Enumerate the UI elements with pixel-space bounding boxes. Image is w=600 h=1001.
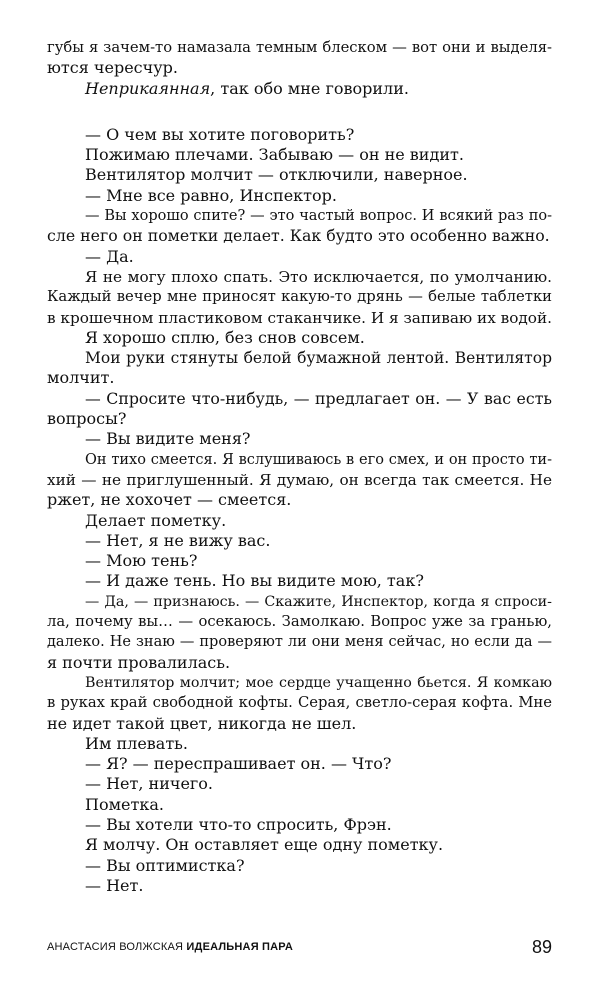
- text-line: далеко. Не знаю — проверяют ли они меня сейчас, но если да —: [47, 634, 552, 651]
- section-gap: [47, 99, 552, 125]
- page-footer: [47, 932, 552, 962]
- text-line: — Мою тень?: [85, 551, 198, 571]
- text-line: — Да, — признаюсь. — Скажите, Инспектор, когда я спроси-: [85, 593, 552, 610]
- text-line: Пожимаю плечами. Забываю — он не видит.: [85, 145, 464, 165]
- text-line: — Спросите что-нибудь, — предлагает он. — У вас есть: [85, 388, 552, 408]
- text-line: Я молчу. Он оставляет еще одну пометку.: [85, 835, 444, 855]
- text-line: Я хорошо сплю, без снов совсем.: [85, 327, 365, 347]
- text-line: Вентилятор молчит — отключили, наверное.: [85, 165, 468, 185]
- text-line: — О чем вы хотите поговорить?: [85, 124, 355, 144]
- text-line: — Нет.: [85, 875, 144, 895]
- text-line: — Я? — переспрашивает он. — Что?: [85, 754, 392, 774]
- text-line: ются чересчур.: [47, 58, 178, 78]
- page-number: 89: [531, 936, 552, 957]
- text-line: не идет такой цвет, никогда не шел.: [47, 713, 357, 733]
- text-line: вопросы?: [47, 409, 127, 429]
- text-line: — Вы оптимистка?: [85, 855, 245, 875]
- text-line: [47, 79, 552, 99]
- text-line: в руках край свободной кофты. Серая, светло-серая кофта. Мне: [47, 694, 552, 712]
- text-line: — Да.: [85, 246, 134, 266]
- text-line: молчит.: [47, 368, 115, 388]
- text-line: Им плевать.: [85, 733, 188, 753]
- text-line: — Вы видите меня?: [85, 429, 251, 449]
- body-text: [47, 38, 552, 896]
- text-line: — И даже тень. Но вы видите мою, так?: [85, 571, 424, 591]
- running-footer: [47, 941, 293, 953]
- text-line: сле него он пометки делает. Как будто это особенно важно.: [47, 226, 550, 246]
- text-line: Я не могу плохо спать. Это исключается, по умолчанию.: [85, 267, 552, 286]
- text-line: — Мне все равно, Инспектор.: [85, 185, 337, 205]
- text-fragment: , так обо мне говорили.: [210, 78, 409, 98]
- footer-book-title: ИДЕАЛЬНАЯ ПАРА: [186, 941, 294, 953]
- italic-word: Неприкаянная: [85, 78, 211, 98]
- text-line: я почти провалилась.: [47, 652, 231, 672]
- text-line: ржет, не хохочет — смеется.: [47, 490, 292, 510]
- text-line: ла, почему вы… — осекаюсь. Замолкаю. Вопрос уже за гранью,: [47, 613, 552, 631]
- text-line: хий — не приглушенный. Я думаю, он всегда так смеется. Не: [47, 470, 552, 489]
- text-line: — Вы хотели что-то спросить, Фрэн.: [85, 814, 392, 834]
- text-line: в крошечном пластиковом стаканчике. И я запиваю их водой.: [47, 308, 552, 327]
- text-line: Каждый вечер мне приносят какую-то дрянь — белые таблетки: [47, 288, 552, 306]
- text-line: Вентилятор молчит; мое сердце учащенно бьется. Я комкаю: [85, 674, 552, 691]
- text-line: Мои руки стянуты белой бумажной лентой. Вентилятор: [85, 349, 552, 368]
- text-line: — Нет, ничего.: [85, 774, 214, 794]
- text-line: губы я зачем-то намазала темным блеском — вот они и выделя-: [47, 39, 552, 56]
- text-line: Он тихо смеется. Я вслушиваюсь в его смех, и он просто ти-: [85, 451, 552, 468]
- text-line: Пометка.: [85, 794, 164, 814]
- text-line: Делает пометку.: [85, 510, 227, 530]
- footer-author: АНАСТАСИЯ ВОЛЖСКАЯ: [47, 941, 184, 953]
- text-line: — Нет, я не вижу вас.: [85, 530, 271, 550]
- text-line: — Вы хорошо спите? — это частый вопрос. И всякий раз по-: [85, 208, 552, 225]
